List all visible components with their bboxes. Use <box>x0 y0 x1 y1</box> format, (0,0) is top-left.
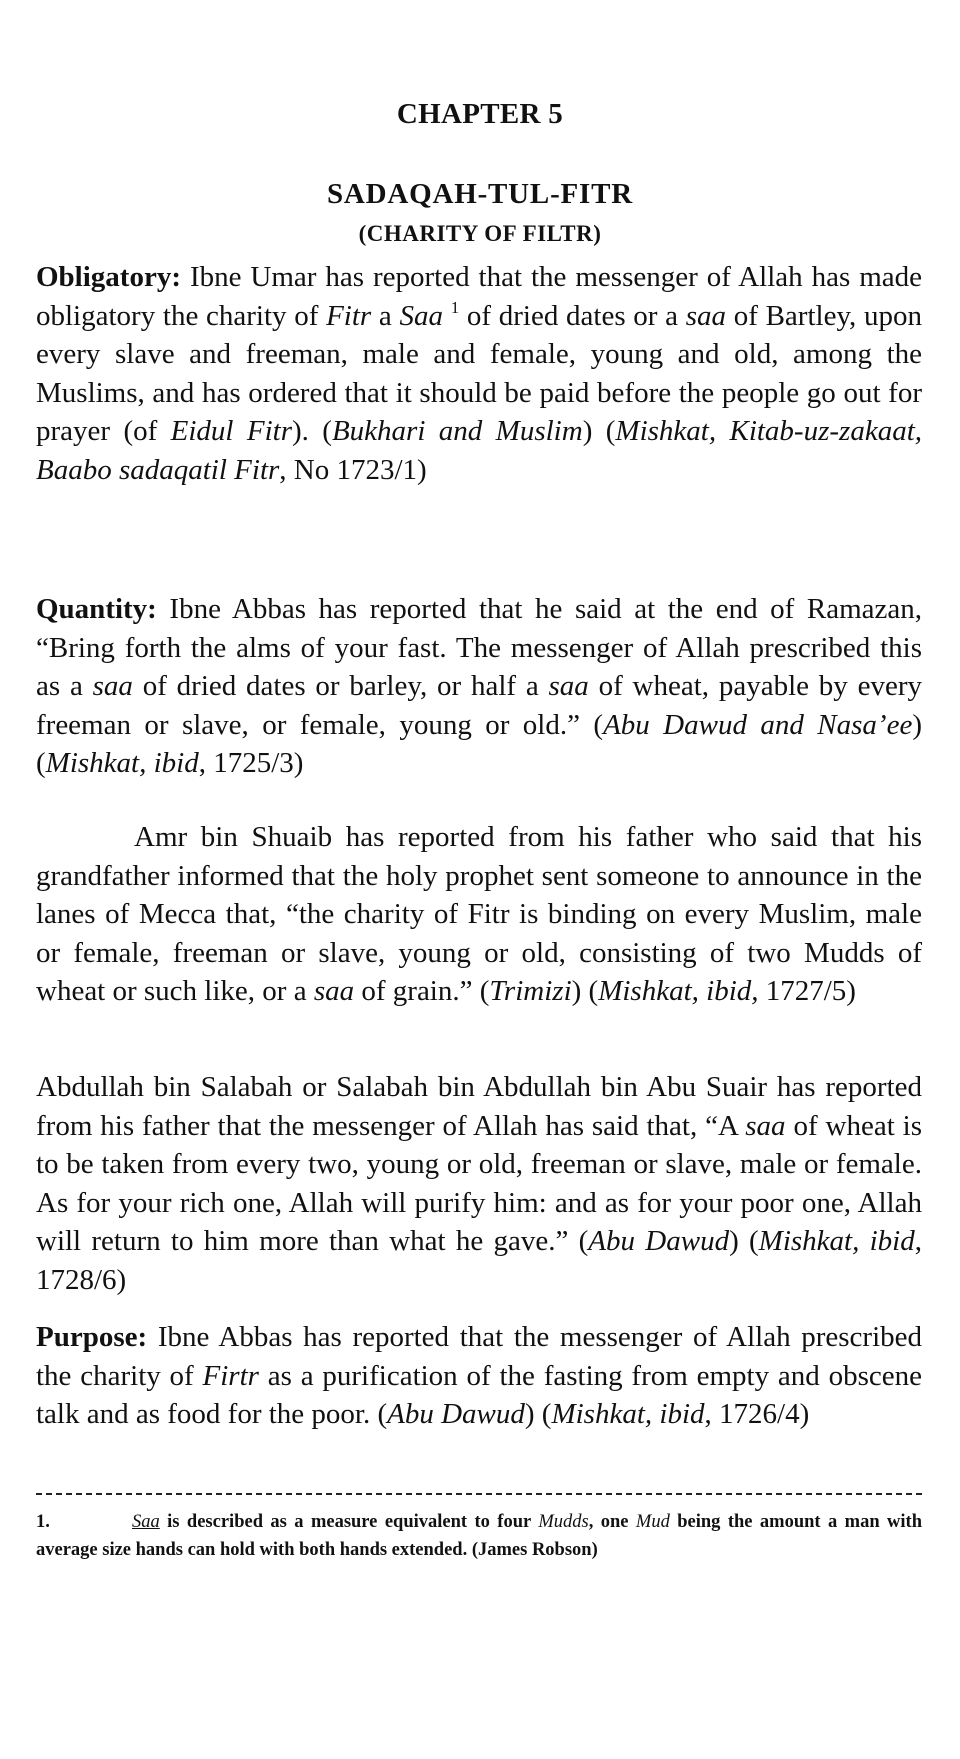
page-title: SADAQAH-TUL-FITR <box>326 178 634 210</box>
section-label-purpose: Purpose: <box>36 1321 148 1353</box>
footnote-reference: 1 <box>450 297 460 317</box>
paragraph-obligatory: Obligatory: Ibne Umar has reported that the messenger of Allah has made obligatory the charity of Fitr a Saa $^1$ of dried dates or a saa of Bartley, upon every slave and freeman, male and female, young and old, among the Muslims, and has ordered that it should be paid before the people go out for prayer (of Eidul Fitr). (Bukhari and Muslim) (Mishkat, Kitab-uz-zakaat, Baabo sadaqatil Fitr, No 1723/1) <box>36 261 923 486</box>
chapter-heading: CHAPTER 5 <box>396 98 564 130</box>
footnote-number: 1. <box>36 1512 50 1532</box>
section-label-quantity: Quantity: <box>36 593 157 625</box>
paragraph-quantity: Quantity: Ibne Abbas has reported that he said at the end of Ramazan, “Bring forth the alms of your fast. The messenger of Allah prescribed this as a saa of dried dates or barley, or half a saa of wheat, payable by every freeman or slave, or female, young or old.” (Abu Dawud and Nasa’ee) (Mishkat, ibid, 1725/3) <box>36 593 922 779</box>
section-label-obligatory: Obligatory: <box>36 261 181 293</box>
footnote-divider <box>36 1493 922 1495</box>
footnote: 1. Saa is described as a measure equivalent to four Mudds, one Mud being the amount a man with average size hands can hold with both hands extended. (James Robson) <box>36 1508 922 1564</box>
page-subtitle: (CHARITY OF FILTR) <box>358 221 602 246</box>
paragraph-purpose: Purpose: Ibne Abbas has reported that the messenger of Allah prescribed the charity of Firtr as a purification of the fasting from empty and obscene talk and as food for the poor. (Abu Dawud) (Mishkat, ibid, 1726/4) <box>36 1321 922 1430</box>
footnote-term: Saa <box>132 1512 160 1532</box>
paragraph-abdullah-bin-salabah: Abdullah bin Salabah or Salabah bin Abdullah bin Abu Suair has reported from his father that the messenger of Allah has said that, “A saa of wheat is to be taken from every two, young or old, freeman or slave, male or female. As for your rich one, Allah will purify him: and as for your poor one, Allah will return to him more than what he gave.” (Abu Dawud) (Mishkat, ibid, 1728/6) <box>36 1071 923 1296</box>
paragraph-amr-bin-shuaib: Amr bin Shuaib has reported from his father who said that his grandfather informed that the holy prophet sent someone to announce in the lanes of Mecca that, “the charity of Fitr is binding on every Muslim, male or female, freeman or slave, young or old, consisting of two Mudds of wheat or such like, or a saa of grain.” (Trimizi) (Mishkat, ibid, 1727/5) <box>36 821 922 1007</box>
